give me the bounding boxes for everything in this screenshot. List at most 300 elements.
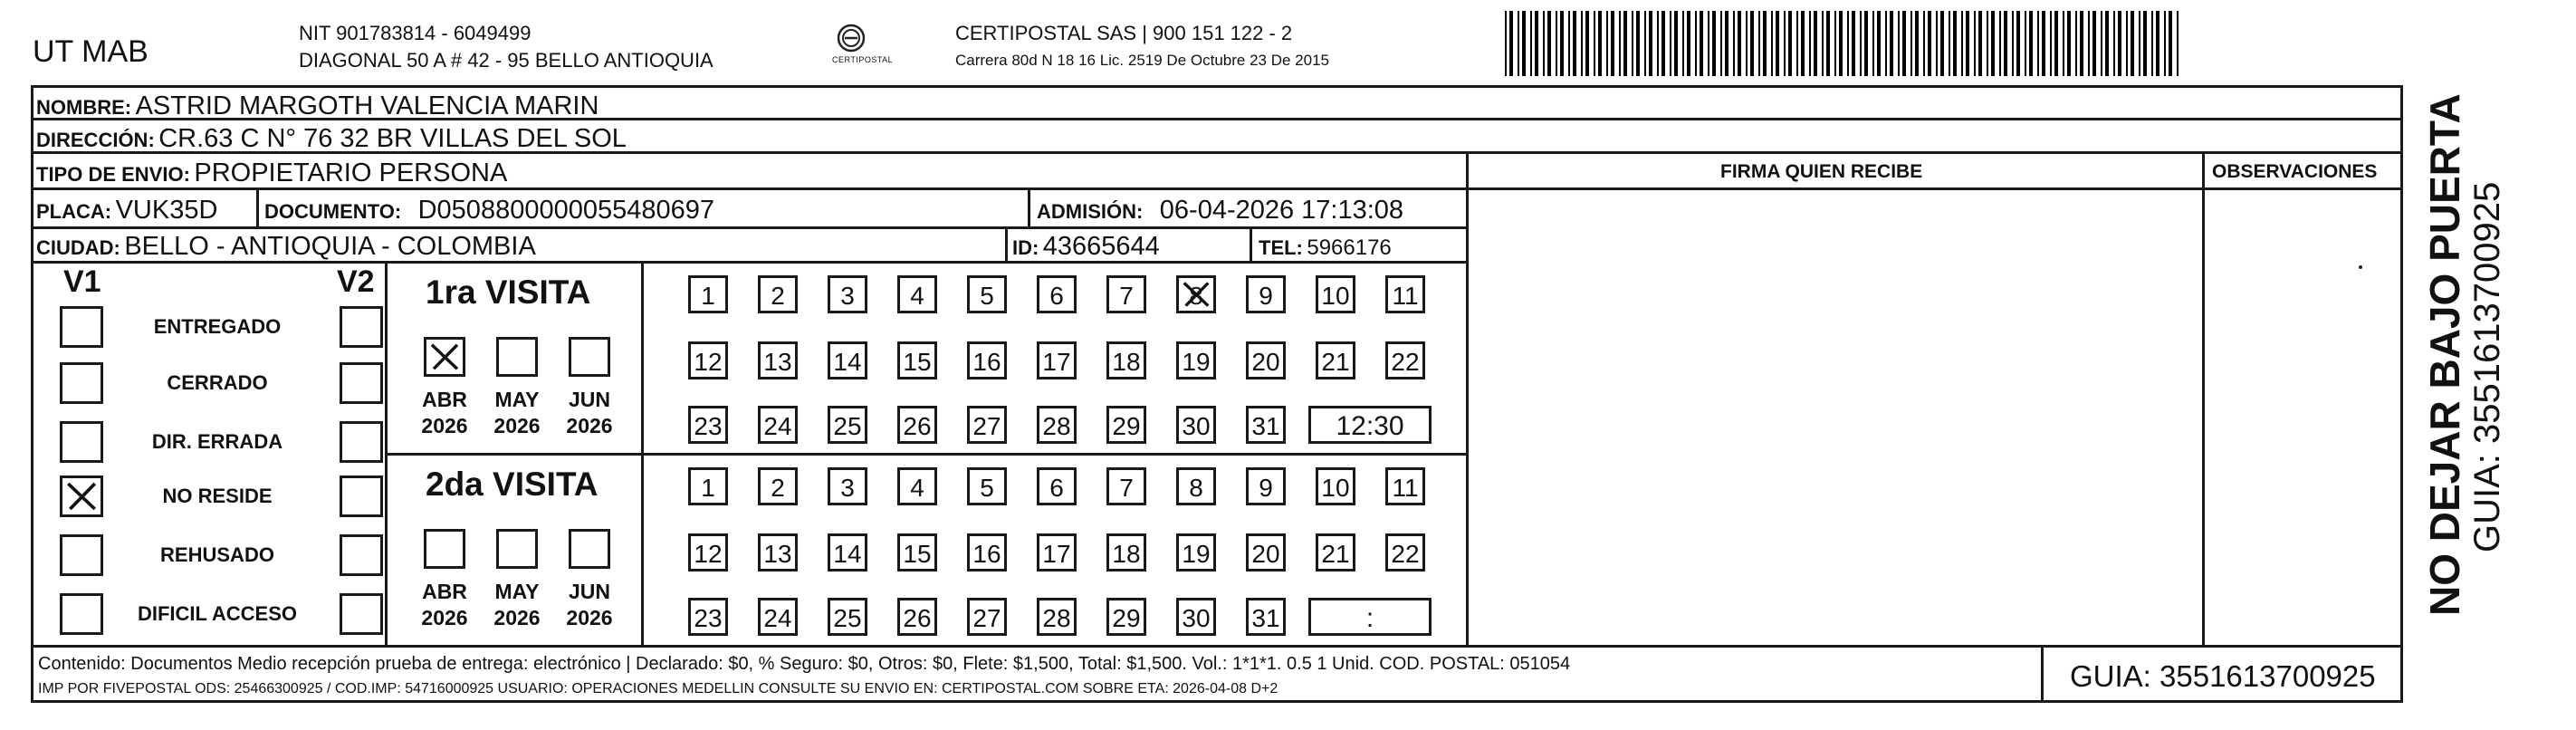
year-label: 2026 xyxy=(566,414,613,437)
day-cell[interactable] xyxy=(1316,533,1355,572)
placa-row xyxy=(36,197,217,224)
day-number: 18 xyxy=(1112,540,1141,568)
day-number: 8 xyxy=(1189,474,1203,502)
day-number: 17 xyxy=(1042,348,1071,376)
year-label: 2026 xyxy=(566,606,613,629)
barcode-bar xyxy=(1940,11,1944,76)
day-cell[interactable] xyxy=(688,406,728,444)
barcode-bar xyxy=(2080,11,2083,76)
barcode-bar xyxy=(1771,11,1773,76)
day-cell[interactable] xyxy=(1176,406,1216,444)
barcode-bar xyxy=(2037,11,2039,76)
barcode-bar xyxy=(1788,11,1792,76)
barcode-bar xyxy=(1606,11,1608,76)
barcode-bar xyxy=(1898,11,1900,76)
barcode-bar xyxy=(1556,11,1557,76)
company-address: DIAGONAL 50 A # 42 - 95 BELLO ANTIOQUIA xyxy=(299,49,713,72)
barcode-bar xyxy=(2101,11,2102,76)
v2-checkbox-3[interactable] xyxy=(340,475,383,517)
visit-1-month-checkbox-0[interactable] xyxy=(424,529,465,569)
ciudad-label: CIUDAD: xyxy=(36,236,120,259)
barcode-bar xyxy=(1974,11,1976,76)
day-number: 30 xyxy=(1182,604,1211,632)
side-warning: NO DEJAR BAJO PUERTA xyxy=(2421,93,2468,616)
tel-row xyxy=(1259,237,1392,259)
barcode-bar xyxy=(1763,11,1767,76)
day-number: 15 xyxy=(903,348,932,376)
day-cell[interactable] xyxy=(1246,406,1286,444)
nombre-value: ASTRID MARGOTH VALENCIA MARIN xyxy=(135,91,599,120)
observaciones-header: OBSERVACIONES xyxy=(2212,161,2378,182)
barcode-bar xyxy=(1619,11,1621,76)
day-number: 19 xyxy=(1182,348,1211,376)
admision-label: ADMISIÓN: xyxy=(1037,200,1144,223)
day-cell[interactable] xyxy=(897,341,937,379)
barcode-bar xyxy=(1801,11,1805,76)
footer-imp: IMP POR FIVEPOSTAL ODS: 25466300925 / COD.IMP: 54716000925 USUARIO: OPERACIONES MEDELLIN CONSULTE SU ENVIO EN: CERTIPOSTAL.COM SOBRE ETA: 2026-04-08 D+2 xyxy=(38,681,1278,696)
day-cell[interactable] xyxy=(1246,275,1286,313)
firma-header: FIRMA QUIEN RECIBE xyxy=(1720,161,1923,182)
v1-header: V1 xyxy=(63,264,101,299)
barcode-bar xyxy=(1708,11,1709,76)
barcode-bar xyxy=(2126,11,2128,76)
day-number: 25 xyxy=(833,412,862,440)
day-cell[interactable] xyxy=(758,467,798,505)
barcode-bar xyxy=(1636,11,1640,76)
day-cell[interactable] xyxy=(967,406,1007,444)
barcode-bar xyxy=(1847,11,1849,76)
month-label: MAY xyxy=(494,388,540,411)
barcode-bar xyxy=(1910,11,1912,76)
day-number: 11 xyxy=(1392,474,1419,502)
barcode-bar xyxy=(1594,11,1595,76)
barcode-bar xyxy=(1670,11,1671,76)
day-cell[interactable] xyxy=(828,406,867,444)
day-cell[interactable] xyxy=(828,533,867,572)
barcode-bar xyxy=(1611,11,1614,76)
barcode-bar xyxy=(1598,11,1602,76)
day-cell[interactable] xyxy=(1176,467,1216,505)
day-number: 31 xyxy=(1251,412,1280,440)
day-cell[interactable] xyxy=(1037,533,1077,572)
day-cell[interactable] xyxy=(1037,275,1077,313)
day-number: 17 xyxy=(1042,540,1071,568)
footer-guia: GUIA: 3551613700925 xyxy=(2070,659,2376,693)
day-number: 14 xyxy=(833,540,862,568)
barcode-bar xyxy=(2092,11,2096,76)
barcode-bar xyxy=(1509,11,1513,76)
day-cell[interactable] xyxy=(1106,275,1146,313)
day-cell[interactable] xyxy=(1385,341,1425,379)
barcode-bar xyxy=(1864,11,1868,76)
barcode-bar xyxy=(1518,11,1519,76)
day-cell[interactable] xyxy=(1246,467,1286,505)
barcode-bar xyxy=(1776,11,1779,76)
direccion-label: DIRECCIÓN: xyxy=(36,129,155,151)
barcode-bar xyxy=(1560,11,1564,76)
visit-time-field[interactable] xyxy=(1308,598,1432,636)
barcode-bar xyxy=(1890,11,1893,76)
day-cell[interactable] xyxy=(1246,341,1286,379)
day-cell[interactable] xyxy=(967,598,1007,636)
barcode-bar xyxy=(1999,11,2001,76)
day-cell[interactable] xyxy=(758,341,798,379)
admision-value: 06-04-2026 17:13:08 xyxy=(1159,196,1404,225)
day-cell[interactable] xyxy=(897,467,937,505)
day-cell[interactable] xyxy=(758,275,798,313)
barcode-bar xyxy=(2151,11,2153,76)
day-number: 22 xyxy=(1391,540,1420,568)
month-label: JUN xyxy=(568,388,610,411)
status-label: REHUSADO xyxy=(160,543,274,566)
barcode-bar xyxy=(1522,11,1526,76)
documento-value: D0508800000055480697 xyxy=(417,196,714,225)
day-number: 30 xyxy=(1182,412,1211,440)
barcode-bar xyxy=(2025,11,2026,76)
v2-checkbox-1[interactable] xyxy=(340,362,383,404)
day-number: 23 xyxy=(694,412,723,440)
barcode-bar xyxy=(1746,11,1748,76)
day-number: 21 xyxy=(1321,348,1350,376)
month-label: ABR xyxy=(422,388,467,411)
barcode-bar xyxy=(1695,11,1697,76)
barcode-bar xyxy=(1543,11,1545,76)
visit-0-month-checkbox-2[interactable] xyxy=(569,337,610,377)
day-cell[interactable] xyxy=(1106,341,1146,379)
barcode-bar xyxy=(2088,11,2090,76)
status-label: NO RESIDE xyxy=(162,485,273,507)
v2-checkbox-0[interactable] xyxy=(340,306,383,348)
day-number: 21 xyxy=(1321,540,1350,568)
ciudad-value: BELLO - ANTIOQUIA - COLOMBIA xyxy=(124,232,536,261)
day-cell[interactable] xyxy=(1106,598,1146,636)
barcode-bar xyxy=(1966,11,1969,76)
day-number: 29 xyxy=(1112,412,1141,440)
year-label: 2026 xyxy=(421,414,468,437)
tipo-row xyxy=(36,160,507,187)
v2-checkbox-5[interactable] xyxy=(340,593,383,635)
day-number: 3 xyxy=(840,282,855,310)
barcode-bar xyxy=(2063,11,2064,76)
day-number: 9 xyxy=(1259,282,1273,310)
barcode-bar xyxy=(1758,11,1760,76)
status-label: CERRADO xyxy=(167,371,268,394)
day-number: 2 xyxy=(771,282,785,310)
day-number: 12 xyxy=(694,540,723,568)
day-cell[interactable] xyxy=(1037,598,1077,636)
day-cell[interactable] xyxy=(967,533,1007,572)
year-label: 2026 xyxy=(421,606,468,629)
day-number: 20 xyxy=(1251,348,1280,376)
day-number: 25 xyxy=(833,604,862,632)
barcode-bar xyxy=(1573,11,1576,76)
year-label: 2026 xyxy=(493,606,541,629)
day-number: 7 xyxy=(1119,282,1134,310)
tel-value: 5966176 xyxy=(1307,235,1392,260)
day-number: 16 xyxy=(972,348,1001,376)
barcode-bar xyxy=(1814,11,1817,76)
day-cell[interactable] xyxy=(688,275,728,313)
day-cell[interactable] xyxy=(1037,406,1077,444)
day-number: 10 xyxy=(1321,282,1350,310)
barcode-bar xyxy=(1978,11,1982,76)
day-number: 11 xyxy=(1392,282,1419,310)
day-number: 13 xyxy=(763,348,792,376)
month-label: ABR xyxy=(422,580,467,603)
ciudad-row xyxy=(36,234,536,260)
day-cell[interactable] xyxy=(897,533,937,572)
month-label: JUN xyxy=(568,580,610,603)
company-nit: NIT 901783814 - 6049499 xyxy=(299,22,531,44)
barcode-bar xyxy=(2004,11,2007,76)
day-cell[interactable] xyxy=(897,275,937,313)
day-cell[interactable] xyxy=(688,467,728,505)
barcode-bar xyxy=(2164,11,2166,76)
day-cell[interactable] xyxy=(967,467,1007,505)
day-number: 2 xyxy=(771,474,785,502)
barcode-bar xyxy=(1682,11,1684,76)
day-cell[interactable] xyxy=(1176,275,1216,313)
certipostal-logo xyxy=(810,20,892,71)
barcode-bar xyxy=(2075,11,2077,76)
day-cell[interactable] xyxy=(1246,598,1286,636)
barcode-bar xyxy=(2139,11,2140,76)
barcode-bar xyxy=(1928,11,1931,76)
side-text xyxy=(2413,93,2522,616)
barcode-bar xyxy=(1674,11,1678,76)
day-number: 29 xyxy=(1112,604,1141,632)
visit-1-month-checkbox-1[interactable] xyxy=(496,529,538,569)
barcode-bar xyxy=(2131,11,2134,76)
month-label: MAY xyxy=(494,580,540,603)
certipostal-logo-text: CERTIPOSTAL xyxy=(832,55,894,64)
barcode-bar xyxy=(1826,11,1830,76)
visit-time-field[interactable] xyxy=(1308,406,1432,444)
day-number: 26 xyxy=(903,412,932,440)
day-cell[interactable] xyxy=(1316,467,1355,505)
placa-value: VUK35D xyxy=(115,196,218,225)
barcode-bar xyxy=(1796,11,1798,76)
barcode-bar xyxy=(1991,11,1995,76)
day-cell[interactable] xyxy=(1385,275,1425,313)
day-number: 15 xyxy=(903,540,932,568)
barcode-bar xyxy=(1585,11,1589,76)
visit-0-month-checkbox-0[interactable] xyxy=(424,337,465,377)
barcode-bar xyxy=(1720,11,1722,76)
day-cell[interactable] xyxy=(758,598,798,636)
barcode-bar xyxy=(1860,11,1862,76)
barcode-bar xyxy=(1649,11,1652,76)
nombre-label: NOMBRE: xyxy=(36,96,132,119)
day-number: 4 xyxy=(910,282,924,310)
barcode-bar xyxy=(1809,11,1811,76)
barcode-bar xyxy=(1535,11,1538,76)
day-number: 24 xyxy=(763,604,792,632)
day-cell[interactable] xyxy=(688,533,728,572)
day-cell[interactable] xyxy=(1316,275,1355,313)
barcode-bar xyxy=(1712,11,1716,76)
day-cell[interactable] xyxy=(1385,533,1425,572)
day-number: 10 xyxy=(1321,474,1350,502)
tel-label: TEL: xyxy=(1259,236,1303,259)
observaciones-dot xyxy=(2359,265,2362,269)
day-number: 28 xyxy=(1042,412,1071,440)
day-cell[interactable] xyxy=(758,406,798,444)
year-label: 2026 xyxy=(493,414,541,437)
side-guia: GUIA: 3551613700925 xyxy=(2467,181,2507,552)
barcode-bar xyxy=(2016,11,2020,76)
barcode-bar xyxy=(1733,11,1735,76)
day-number: 22 xyxy=(1391,348,1420,376)
visit-title-1: 2da VISITA xyxy=(426,466,599,503)
documento-row xyxy=(264,197,714,224)
barcode-bar xyxy=(2042,11,2045,76)
day-cell[interactable] xyxy=(897,598,937,636)
visit-time-value: 12:30 xyxy=(1336,411,1404,441)
status-label: DIFICIL ACCESO xyxy=(137,602,297,625)
certipostal-license: Carrera 80d N 18 16 Lic. 2519 De Octubre 23 De 2015 xyxy=(955,52,1329,69)
day-number: 28 xyxy=(1042,604,1071,632)
barcode-bar xyxy=(1547,11,1551,76)
day-number: 3 xyxy=(840,474,855,502)
direccion-value: CR.63 C N° 76 32 BR VILLAS DEL SOL xyxy=(158,124,627,153)
day-cell[interactable] xyxy=(828,467,867,505)
visit-time-value: : xyxy=(1365,603,1374,633)
barcode-bar xyxy=(1750,11,1754,76)
barcode-bar xyxy=(2177,11,2179,76)
day-cell[interactable] xyxy=(688,598,728,636)
barcode-bar xyxy=(2156,11,2159,76)
visit-1-month-checkbox-2[interactable] xyxy=(569,529,610,569)
day-cell[interactable] xyxy=(1176,341,1216,379)
nombre-row xyxy=(36,93,599,120)
documento-label: DOCUMENTO: xyxy=(264,200,402,223)
footer-contenido: Contenido: Documentos Medio recepción prueba de entrega: electrónico | Declarado: $0, % Seguro: $0, Otros: $0, Flete: $1,500, Total: $1,500. Vol.: 1*1*1. 0.5 1 Unid. COD. POSTAL: 051054 xyxy=(38,654,1571,674)
barcode-bar xyxy=(2118,11,2121,76)
barcode-bar xyxy=(1700,11,1703,76)
day-cell[interactable] xyxy=(1037,467,1077,505)
day-number: 7 xyxy=(1119,474,1134,502)
day-number: 31 xyxy=(1251,604,1280,632)
barcode-bar xyxy=(2113,11,2115,76)
visit-0-month-checkbox-1[interactable] xyxy=(496,337,538,377)
barcode-bar xyxy=(1822,11,1824,76)
id-label: ID: xyxy=(1012,236,1039,259)
barcode-bar xyxy=(2012,11,2014,76)
company-name: UT MAB xyxy=(33,34,148,69)
day-cell[interactable] xyxy=(1106,406,1146,444)
barcode-bar xyxy=(1872,11,1874,76)
day-cell[interactable] xyxy=(1316,341,1355,379)
barcode-bar xyxy=(1961,11,1963,76)
barcode-bar xyxy=(1953,11,1957,76)
day-cell[interactable] xyxy=(1385,467,1425,505)
barcode-bar xyxy=(1987,11,1988,76)
day-cell[interactable] xyxy=(1246,533,1286,572)
day-number: 16 xyxy=(972,540,1001,568)
barcode-bar xyxy=(1923,11,1925,76)
barcode-bar xyxy=(1568,11,1570,76)
barcode-bar xyxy=(1839,11,1843,76)
direccion-row xyxy=(36,126,627,152)
admision-row xyxy=(1037,197,1403,224)
tipo-label: TIPO DE ENVIO: xyxy=(36,163,190,186)
day-cell[interactable] xyxy=(1106,533,1146,572)
visit-title-0: 1ra VISITA xyxy=(426,274,591,311)
barcode-bar xyxy=(1738,11,1741,76)
day-number: 23 xyxy=(694,604,723,632)
day-number: 5 xyxy=(980,282,994,310)
day-cell[interactable] xyxy=(758,533,798,572)
day-number: 19 xyxy=(1182,540,1211,568)
day-cell[interactable] xyxy=(1106,467,1146,505)
barcode-bar xyxy=(1505,11,1507,76)
day-number: 6 xyxy=(1049,474,1064,502)
barcode-bar xyxy=(2029,11,2033,76)
day-number: 20 xyxy=(1251,540,1280,568)
day-number: 13 xyxy=(763,540,792,568)
day-number: 6 xyxy=(1049,282,1064,310)
barcode-bar xyxy=(1834,11,1836,76)
v2-header: V2 xyxy=(337,264,375,299)
barcode-bar xyxy=(1949,11,1950,76)
day-number: 12 xyxy=(694,348,723,376)
day-cell[interactable] xyxy=(828,341,867,379)
day-cell[interactable] xyxy=(967,275,1007,313)
id-value: 43665644 xyxy=(1042,232,1160,261)
certipostal-title: CERTIPOSTAL SAS | 900 151 122 - 2 xyxy=(955,22,1293,44)
barcode xyxy=(1503,11,2182,76)
day-cell[interactable] xyxy=(1037,341,1077,379)
day-number: 4 xyxy=(910,474,924,502)
day-number: 27 xyxy=(972,604,1001,632)
barcode-bar xyxy=(2067,11,2071,76)
day-number: 14 xyxy=(833,348,862,376)
day-number: 5 xyxy=(980,474,994,502)
barcode-bar xyxy=(1877,11,1881,76)
day-number: 1 xyxy=(701,474,715,502)
day-cell[interactable] xyxy=(688,341,728,379)
v2-checkbox-4[interactable] xyxy=(340,534,383,576)
day-cell[interactable] xyxy=(828,598,867,636)
status-label: ENTREGADO xyxy=(153,315,282,338)
barcode-bar xyxy=(1687,11,1690,76)
barcode-bar xyxy=(2054,11,2058,76)
day-number: 26 xyxy=(903,604,932,632)
day-number: 24 xyxy=(763,412,792,440)
barcode-bar xyxy=(2143,11,2147,76)
barcode-bar xyxy=(1623,11,1627,76)
day-cell[interactable] xyxy=(897,406,937,444)
barcode-bar xyxy=(1902,11,1906,76)
barcode-bar xyxy=(1784,11,1786,76)
barcode-bar xyxy=(1852,11,1855,76)
tipo-value: PROPIETARIO PERSONA xyxy=(194,158,508,187)
barcode-bar xyxy=(2169,11,2172,76)
day-cell[interactable] xyxy=(967,341,1007,379)
barcode-bar xyxy=(1725,11,1729,76)
barcode-bar xyxy=(2105,11,2109,76)
day-cell[interactable] xyxy=(828,275,867,313)
day-cell[interactable] xyxy=(1176,598,1216,636)
day-cell[interactable] xyxy=(1176,533,1216,572)
barcode-bar xyxy=(1657,11,1659,76)
v2-checkbox-2[interactable] xyxy=(340,421,383,463)
barcode-bar xyxy=(1581,11,1583,76)
barcode-bar xyxy=(1936,11,1938,76)
placa-label: PLACA: xyxy=(36,200,112,223)
barcode-bar xyxy=(1885,11,1887,76)
